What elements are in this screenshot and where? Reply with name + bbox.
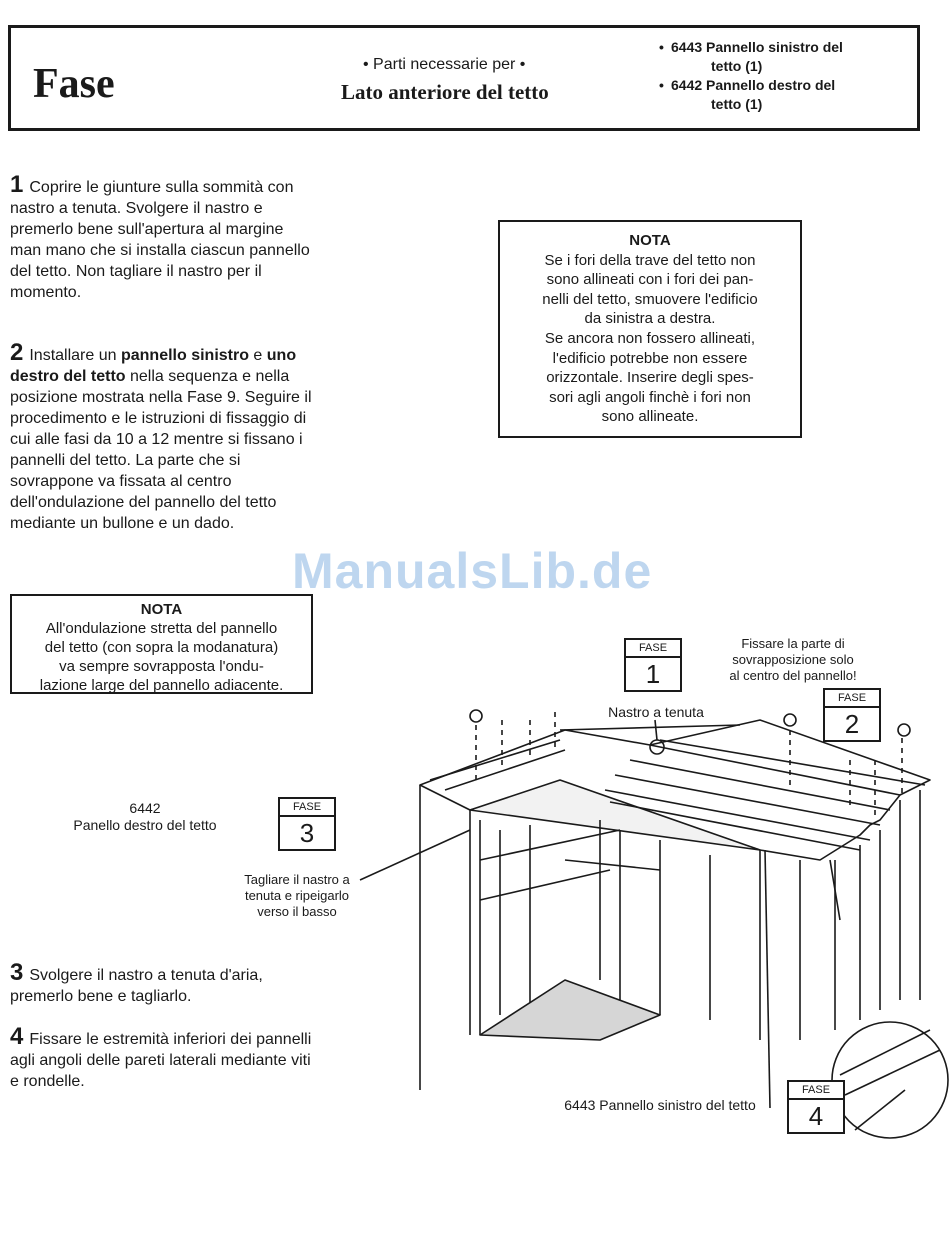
callout-line: 6442 (129, 800, 161, 816)
front-panel (470, 780, 760, 850)
section-title: Lato anteriore del tetto (341, 80, 549, 104)
parts-needed-label: • Parti necessarie per • (363, 56, 526, 73)
note-box-alignment (498, 220, 802, 438)
callout-line: tenuta e ripeigarlo (244, 888, 350, 903)
header-box (8, 25, 920, 131)
parts-list (659, 38, 843, 114)
step-number: 1 (10, 171, 24, 198)
fase-badge-1 (624, 638, 682, 692)
fase-badge-3 (278, 797, 336, 851)
badge-label: FASE (837, 692, 867, 704)
step-2 (10, 339, 315, 534)
part-item (659, 76, 843, 114)
note-line: l'edificio potrebbe non essere (552, 349, 748, 367)
step-text-bold: uno destro del tetto (10, 347, 297, 385)
screw-icon (898, 724, 910, 736)
callout-line: Panello destro del tetto (73, 817, 217, 833)
callout-line: sovrapposizione solo (732, 652, 854, 667)
step-text-bold: pannello sinistro (120, 347, 249, 364)
callout-line: Fissare la parte di (741, 636, 845, 651)
step-text: Installare un (29, 347, 121, 364)
badge-number: 4 (808, 1101, 824, 1131)
step-number: 3 (10, 959, 24, 986)
step-number: 2 (10, 339, 24, 366)
callout-tape: Nastro a tenuta (608, 704, 704, 720)
fase-badge-2 (823, 688, 881, 742)
note-line: del tetto (con sopra la modanatura) (44, 639, 279, 656)
step-text: Fissare le estremità inferiori dei pannelli agli angoli delle pareti laterali mediante viti e rondelle. (10, 1031, 312, 1090)
screw-icon (470, 710, 482, 722)
badge-number: 1 (645, 659, 661, 689)
note-line: sori agli angoli finchè i fori non (549, 388, 751, 406)
roof-ridge (560, 725, 740, 730)
callout-line: Tagliare il nastro a (244, 872, 350, 887)
detail-magnifier (832, 1022, 948, 1138)
note-line: All'ondulazione stretta del pannello (45, 620, 278, 637)
badge-number: 2 (844, 709, 860, 739)
note-line: sono allineate. (601, 408, 699, 426)
fase-badge-4 (787, 1080, 845, 1134)
note-line: nelli del tetto, smuovere l'edificio (542, 290, 758, 308)
callout-right-panel (55, 800, 235, 834)
watermark: ManualsLib.de (292, 543, 653, 599)
step-text: nella sequenza e nella posizione mostrata nella Fase 9. Seguire il procedimento e le istruzioni di fissaggio di cui alle fasi da 10 a 12 mentre si fissano i pannelli del tetto. La parte che si sovrappone va fissata al centro dell'ondulazione del pannello del tetto mediante un bullone e un dado. (10, 368, 312, 532)
note-line: da sinistra a destra. (584, 310, 716, 328)
callout-cut-tape (232, 872, 362, 920)
badge-number: 3 (299, 818, 315, 848)
screw-icon (784, 714, 796, 726)
callout-overlap (718, 636, 868, 684)
part-quantity: tetto (1) (711, 58, 763, 74)
callout-line: verso il basso (257, 904, 337, 919)
step-text: e (248, 347, 267, 364)
note-title: NOTA (140, 601, 183, 618)
floor (480, 980, 660, 1040)
badge-label: FASE (292, 801, 322, 813)
note-title: NOTA (629, 232, 671, 249)
step-number: 4 (10, 1023, 24, 1050)
note-line: orizzontale. Inserire degli spes- (546, 369, 754, 387)
badge-label: FASE (638, 642, 668, 654)
badge-label: FASE (801, 1084, 831, 1096)
note-line: va sempre sovrapposta l'ondu- (59, 658, 264, 675)
step-1 (10, 171, 315, 303)
part-name: 6443 Pannello sinistro del (671, 39, 843, 55)
part-name: 6442 Pannello destro del (671, 77, 836, 93)
note-line: Se i fori della trave del tetto non (544, 251, 756, 269)
note-line: sono allineati con i fori dei pan- (546, 271, 754, 289)
page-title: Fase (33, 61, 115, 107)
callout-left-panel: 6443 Pannello sinistro del tetto (564, 1097, 756, 1113)
step-text: Coprire le giunture sulla sommità con nastro a tenuta. Svolgere il nastro e premerlo bene sull'apertura al margine man mano che si installa ciascun pannello del tetto. Non tagliare il nastro per il momento. (10, 179, 310, 301)
callout-line: al centro del pannello! (729, 668, 857, 683)
note-line: Se ancora non fossero allineati, (544, 329, 756, 347)
part-item (659, 38, 843, 76)
step-text: Svolgere il nastro a tenuta d'aria, premerlo bene e tagliarlo. (10, 967, 263, 1005)
part-quantity: tetto (1) (711, 96, 763, 112)
note-line: lazione large del pannello adiacente. (39, 677, 284, 694)
